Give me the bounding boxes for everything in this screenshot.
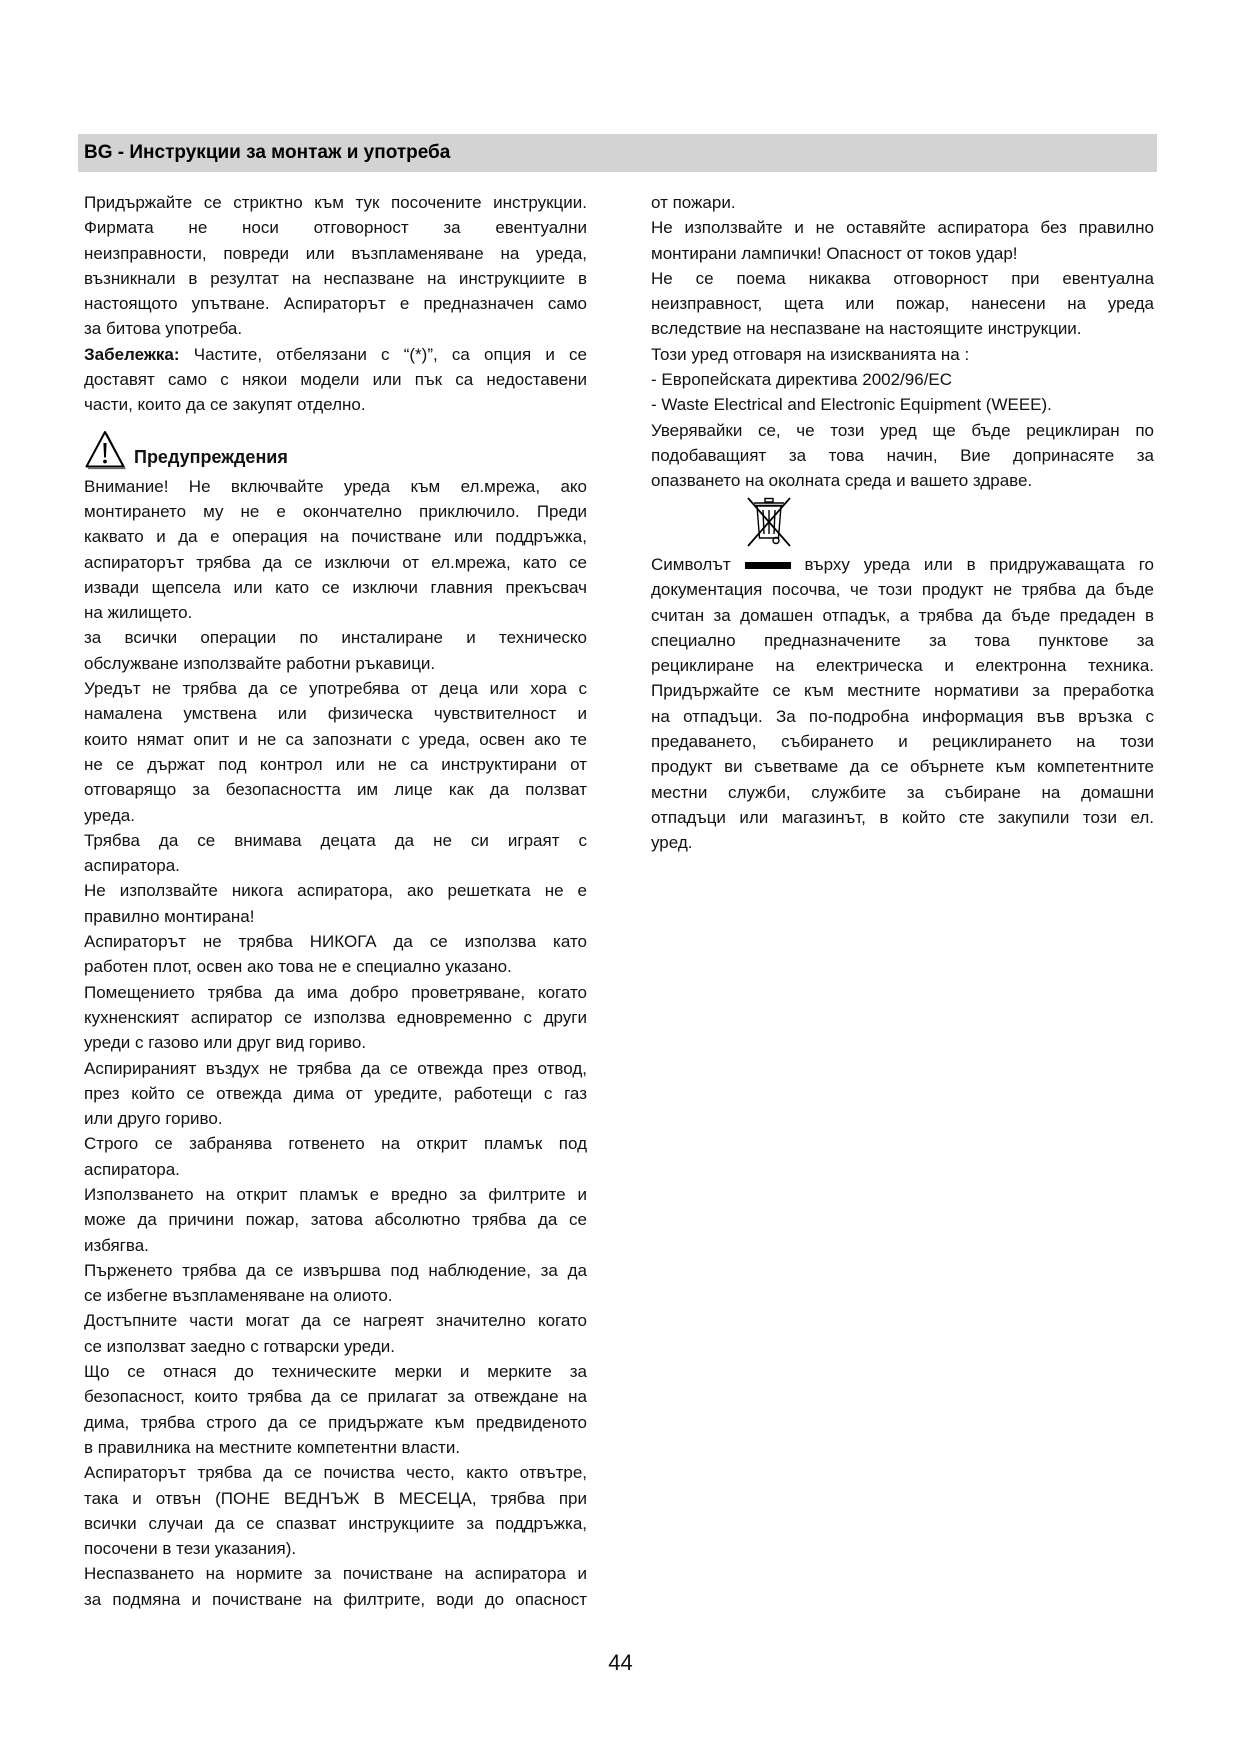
section-header-bar (78, 134, 1157, 172)
line-text: извади щепсела или като се изключи главния прекъсвач (84, 577, 587, 597)
line-text: Този уред отговаря на изискванията на : (651, 344, 970, 364)
paragraph (651, 552, 1154, 856)
line-text: Уверявайки се, че този уред ще бъде рециклиран по (651, 420, 1154, 440)
text-line (84, 241, 587, 266)
text-line (84, 853, 587, 878)
note-label: Забележка: (84, 344, 180, 364)
paragraph (651, 392, 1154, 417)
line-text: подобаващият за това начин, Вие допринасяте за (651, 445, 1154, 465)
line-text: обслужване използвайте работни ръкавици. (84, 653, 436, 673)
text-line (651, 367, 1154, 392)
line-text: предаването, събирането и рециклирането на този (651, 732, 1154, 752)
line-text: доставят само с някои модели или пък са недоставени (84, 370, 587, 390)
text-line (84, 392, 587, 417)
line-text: специално предназначените за това пунктове за (651, 630, 1154, 650)
text-line (84, 1081, 587, 1106)
line-text: Аспираторът трябва да се почиства често, както отвътре, (84, 1463, 587, 1483)
line-text: посочени в тези указания). (84, 1539, 297, 1559)
text-line (651, 603, 1154, 628)
line-text: може да причини пожар, затова абсолютно трябва да се (84, 1210, 587, 1230)
text-line (651, 805, 1154, 830)
paragraph (651, 418, 1154, 494)
warning-triangle-icon (84, 430, 126, 470)
line-text: части, които да се закупят отделно. (84, 395, 366, 415)
line-text: за битова употреба. (84, 319, 243, 339)
line-text: аспиратора. (84, 1159, 180, 1179)
text-line (651, 342, 1154, 367)
line-text: Придържайте се към местните нормативи за преработка (651, 681, 1154, 701)
line-text: не се държат под контрол или не са инструктирани от (84, 754, 587, 774)
text-line (84, 701, 587, 726)
text-line (651, 291, 1154, 316)
line-text: отговарящо за безопасността им лице как да ползват (84, 780, 587, 800)
line-text: всички случаи да се спазват инструкциите за поддръжка, (84, 1513, 587, 1533)
text-line (84, 1486, 587, 1511)
text-line (84, 291, 587, 316)
text-line (651, 266, 1154, 291)
text-line (84, 1207, 587, 1232)
text-line (84, 474, 587, 499)
text-line (84, 367, 587, 392)
text-line (84, 777, 587, 802)
line-text: настоящото упътване. Аспираторът е предназначен само (84, 294, 587, 314)
text-line (84, 954, 587, 979)
text-line (84, 1005, 587, 1030)
line-text: каквато и да е операция на почистване или поддръжка, (84, 527, 587, 547)
line-text: дима, трябва строго да се придържате към предвиденото (84, 1412, 587, 1432)
line-text: документация посочва, че този продукт не трябва да бъде (651, 580, 1154, 600)
text-line (84, 1511, 587, 1536)
left-column (84, 190, 587, 1612)
text-line (84, 980, 587, 1005)
line-text: се използват заедно с готварски уреди. (84, 1336, 396, 1356)
paragraph (651, 367, 1154, 392)
text-line (84, 904, 587, 929)
text-line (84, 752, 587, 777)
text-line (651, 552, 1154, 577)
paragraph (84, 929, 587, 980)
line-text: на отпадъци. За по-подробна информация във връзка с (651, 706, 1154, 726)
line-text: Не използвайте и не оставяйте аспиратора без правилно (651, 218, 1154, 238)
line-text: правилно монтирана! (84, 906, 255, 926)
text-line (84, 676, 587, 701)
line-text: за всички операции по инсталиране и техническо (84, 628, 587, 648)
weee-symbol (651, 494, 1154, 552)
line-text: рециклиране на електрическа и електронна техника. (651, 656, 1154, 676)
paragraph (84, 1359, 587, 1460)
text-line (84, 878, 587, 903)
line-text: уреда. (84, 805, 135, 825)
line-text: от пожари. (651, 193, 736, 212)
line-text: монтирането му не е окончателно приключило. Преди (84, 501, 587, 521)
line-text: - Европейската директива 2002/96/EC (651, 370, 953, 390)
text-line (84, 1131, 587, 1156)
paragraph (84, 1308, 587, 1359)
text-line (84, 1182, 587, 1207)
text-line (84, 266, 587, 291)
text-line (84, 1460, 587, 1485)
line-text: безопасност, които трябва да се прилагат за отвеждане на (84, 1387, 587, 1407)
text-line (84, 651, 587, 676)
black-bar-symbol-icon (745, 562, 791, 569)
text-line (84, 524, 587, 549)
text-line (84, 1561, 587, 1586)
line-text: неизправности, повреди или възпламеняване на уреда, (84, 243, 587, 263)
text-line (651, 830, 1154, 855)
text-line (84, 1435, 587, 1460)
text-line (84, 625, 587, 650)
paragraph (84, 676, 587, 828)
paragraph (84, 625, 587, 676)
text-line (84, 1410, 587, 1435)
heading-text: Предупреждения (134, 446, 288, 467)
line-text: Достъпните части могат да се нагреят значително когато (84, 1311, 587, 1331)
text-line (84, 1157, 587, 1182)
line-text: опазването на околната среда и вашето здраве. (651, 471, 1033, 491)
line-text: Използването на открит пламък е вредно за филтрите и (84, 1184, 587, 1204)
text-line (84, 600, 587, 625)
paragraph (84, 1056, 587, 1132)
text-line (651, 780, 1154, 805)
paragraph (84, 980, 587, 1056)
text-line (84, 1334, 587, 1359)
paragraph (651, 190, 1154, 215)
text-line (84, 342, 587, 367)
text-line (651, 190, 1154, 215)
line-text: неизправност, щета или пожар, нанесени на уреда (651, 294, 1154, 314)
paragraph (84, 1561, 587, 1612)
text-line (651, 215, 1154, 240)
line-text: Трябва да се внимава децата да не си играят с (84, 830, 587, 850)
text-line (651, 577, 1154, 602)
text-line (651, 628, 1154, 653)
line-text: Придържайте се стриктно към тук посочените инструкции. (84, 193, 587, 212)
paragraph (84, 1182, 587, 1258)
text-line (651, 754, 1154, 779)
text-line (651, 704, 1154, 729)
line-text: Аспирираният въздух не трябва да се отвежда през отвод, (84, 1058, 587, 1078)
line-text: избягва. (84, 1235, 149, 1255)
line-text: намалена умствена или физическа чувствителност и (84, 704, 587, 724)
line-text: или друго гориво. (84, 1109, 223, 1129)
text-line (84, 550, 587, 575)
text-line (84, 1536, 587, 1561)
paragraph (84, 1460, 587, 1561)
text-line (651, 316, 1154, 341)
line-text: местни служби, службите за събиране на домашни (651, 782, 1154, 802)
paragraph (84, 1131, 587, 1182)
text-line (84, 1587, 587, 1612)
paragraph (651, 215, 1154, 266)
text-line (84, 1056, 587, 1081)
text-line (84, 190, 587, 215)
line-text: уред. (651, 833, 693, 853)
line-text: Не използвайте никога аспиратора, ако решетката не е (84, 881, 587, 901)
line-text: Строго се забранява готвенето на открит пламък под (84, 1134, 587, 1154)
paragraph (84, 828, 587, 879)
line-text: - Waste Electrical and Electronic Equipment (WEEE). (651, 395, 1052, 415)
text-line (84, 575, 587, 600)
paragraph (651, 266, 1154, 342)
text-line (84, 1359, 587, 1384)
text-line (651, 653, 1154, 678)
text-line (651, 418, 1154, 443)
right-column (651, 190, 1154, 856)
line-text: Не се поема никаква отговорност при евентуална (651, 268, 1154, 288)
text-line (84, 215, 587, 240)
text-line (84, 1233, 587, 1258)
line-text: Частите, отбелязани с “(*)”, са опция и се (193, 344, 587, 364)
text-line (84, 803, 587, 828)
line-text: аспираторът трябва да се изключи от ел.мрежа, като се (84, 552, 587, 572)
line-text: кухненският аспиратор се използва едновременно с други (84, 1007, 587, 1027)
line-text: работен плот, освен ако това не е специално указано. (84, 957, 512, 977)
text-line (84, 316, 587, 341)
line-text: върху уреда или в придружаващата го (804, 554, 1154, 574)
line-text: Внимание! Не включвайте уреда към ел.мрежа, ако (84, 476, 587, 496)
line-text: вследствие на неспазване на настоящите инструкции. (651, 319, 1082, 339)
line-text: Аспираторът не трябва НИКОГА да се използва като (84, 932, 587, 952)
text-line (84, 1308, 587, 1333)
line-text: Що се отнася до техническите мерки и мерките за (84, 1362, 587, 1382)
line-text: считан за домашен отпадък, а трябва да бъде предаден в (651, 605, 1154, 625)
paragraph (84, 342, 587, 418)
line-text: се избегне възпламеняване на олиото. (84, 1286, 393, 1306)
line-text: за подмяна и почистване на филтрите, води до опасност (84, 1589, 587, 1609)
text-line (651, 443, 1154, 468)
line-text: така и отвън (ПОНЕ ВЕДНЪЖ В МЕСЕЦА, трябва при (84, 1488, 587, 1508)
line-text: възникнали в резултат на неспазване на инструкциите в (84, 268, 587, 288)
line-text: монтирани лампички! Опасност от токов удар! (651, 243, 1018, 263)
text-line (84, 1384, 587, 1409)
text-line (84, 1106, 587, 1131)
text-line (651, 468, 1154, 493)
symbol-lead-text: Символът (651, 554, 731, 574)
paragraph (651, 342, 1154, 367)
line-text: през който се отвежда дима от уредите, работещи с газ (84, 1083, 587, 1103)
text-line (84, 499, 587, 524)
line-text: аспиратора. (84, 856, 180, 876)
text-line (84, 1030, 587, 1055)
line-text: Помещението трябва да има добро проветряване, когато (84, 982, 587, 1002)
text-line (651, 392, 1154, 417)
paragraph (84, 878, 587, 929)
line-text: Неспазването на нормите за почистване на аспиратора и (84, 1564, 587, 1584)
text-line (84, 727, 587, 752)
paragraph (84, 1258, 587, 1309)
text-line (84, 1283, 587, 1308)
paragraph (84, 190, 587, 342)
page-number: 44 (608, 1650, 633, 1675)
line-text: отпадъци или магазинът, в който сте закупили този ел. (651, 807, 1154, 827)
line-text: продукт ви съветваме да се обърнете към компетентните (651, 757, 1154, 777)
paragraph (84, 474, 587, 626)
text-line (84, 1258, 587, 1283)
line-text: в правилника на местните компетентни власти. (84, 1437, 461, 1457)
text-line (84, 929, 587, 954)
text-line (651, 241, 1154, 266)
line-text: Уредът не трябва да се употребява от деца или хора с (84, 679, 587, 699)
line-text: Фирмата не носи отговорност за евентуални (84, 218, 587, 238)
line-text: на жилището. (84, 603, 193, 623)
text-line (651, 678, 1154, 703)
warnings-heading (84, 418, 587, 474)
crossed-out-wheeled-bin-icon (743, 494, 795, 550)
text-line (84, 828, 587, 853)
section-title: BG - Инструкции за монтаж и употреба (84, 142, 451, 163)
line-text: които нямат опит и не са запознати с уреда, освен ако те (84, 729, 587, 749)
line-text: Пърженето трябва да се извършва под наблюдение, за да (84, 1260, 587, 1280)
line-text: уреди с газово или друг вид гориво. (84, 1033, 367, 1053)
text-line (651, 729, 1154, 754)
